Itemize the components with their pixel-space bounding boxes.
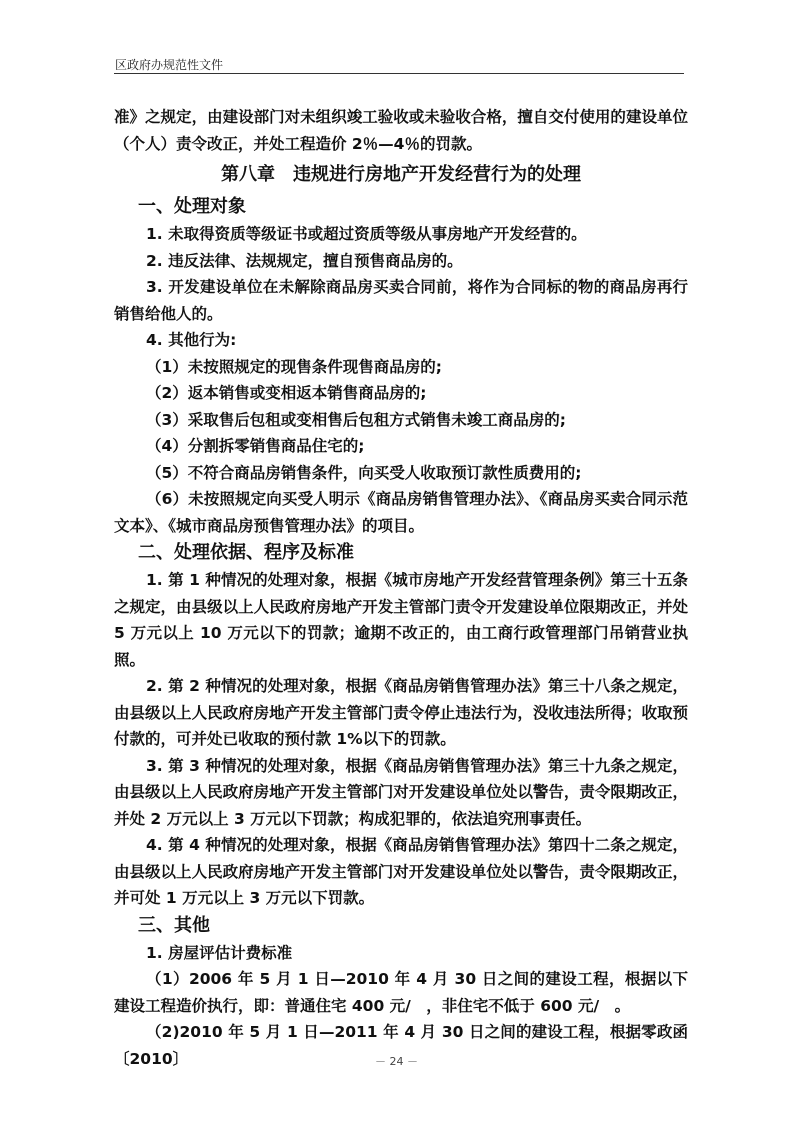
sub-list-item: （1）未按照规定的现售条件现售商品房的; — [146, 357, 442, 376]
sub-list-item: （6）未按照规定向买受人明示《商品房销售管理办法》、《商品房买卖合同示范文本》、《城市商品房预售管理办法》的项目。 — [114, 490, 688, 535]
header-rule — [114, 73, 684, 74]
sub-list-item: （2）返本销售或变相返本销售商品房的; — [146, 384, 427, 402]
paragraph: （1）2006 年 5 月 1 日—2010 年 4 月 30 日之间的建设工程，根据以下建设工程造价执行，即：普通住宅 400 元/ ，非住宅不低于 600 元/ 。 — [114, 970, 688, 1015]
page-number: － 24 － — [375, 1055, 418, 1068]
paragraph: 2. 第 2 种情况的处理对象，根据《商品房销售管理办法》第三十八条之规定，由县级以上人民政府房地产开发主管部门责令停止违法行为，没收违法所得；收取预付款的，可并处已收取的预付款 1%以下的罚款。 — [114, 677, 688, 748]
sub-list-item: （3）采取售后包租或变相售后包租方式销售未竣工商品房的; — [146, 410, 566, 429]
chapter-title: 第八章 违规进行房地产开发经营行为的处理 — [221, 164, 581, 185]
paragraph: 3. 第 3 种情况的处理对象，根据《商品房销售管理办法》第三十九条之规定，由县级以上人民政府房地产开发主管部门对开发建设单位处以警告，责令限期改正，并处 2 万元以上 3 万元以下罚款；构成犯罪的，依法追究刑事责任。 — [114, 756, 688, 828]
running-header: 区政府办规范性文件 — [115, 58, 224, 72]
sub-list-item: （5）不符合商品房销售条件，向买受人收取预订款性质费用的; — [146, 463, 582, 482]
section-heading-1: 一、处理对象 — [138, 196, 246, 217]
list-item: 4. 其他行为: — [146, 331, 237, 349]
list-item: 3. 开发建设单位在未解除商品房买卖合同前，将作为合同标的物的商品房再行销售给他人的。 — [114, 278, 688, 323]
list-item: 2. 违反法律、法规规定，擅自预售商品房的。 — [146, 251, 463, 270]
paragraph-continued: 准》之规定，由建设部门对未组织竣工验收或未验收合格，擅自交付使用的建设单位（个人）责令改正，并处工程造价 2％—4％的罚款。 — [114, 108, 688, 153]
paragraph: 1. 第 1 种情况的处理对象，根据《城市房地产开发经营管理条例》第三十五条之规定，由县级以上人民政府房地产开发主管部门责令开发建设单位限期改正，并处 5 万元以上 10 万元以下的罚款；逾期不改正的，由工商行政管理部门吊销营业执照。 — [114, 571, 688, 669]
section-heading-2: 二、处理依据、程序及标准 — [138, 542, 354, 563]
list-item: 1. 未取得资质等级证书或超过资质等级从事房地产开发经营的。 — [146, 225, 587, 243]
paragraph: 4. 第 4 种情况的处理对象，根据《商品房销售管理办法》第四十二条之规定，由县级以上人民政府房地产开发主管部门对开发建设单位处以警告，责令限期改正，并可处 1 万元以上 3 万元以下罚款。 — [114, 836, 688, 907]
paragraph: （2)2010 年 5 月 1 日—2011 年 4 月 30 日之间的建设工程，根据零政函〔2010〕 — [114, 1023, 688, 1068]
section-heading-3: 三、其他 — [138, 914, 210, 936]
sub-list-item: （4）分割拆零销售商品住宅的; — [146, 437, 365, 455]
list-item: 1. 房屋评估计费标准 — [146, 943, 293, 962]
document-body — [114, 104, 688, 1072]
